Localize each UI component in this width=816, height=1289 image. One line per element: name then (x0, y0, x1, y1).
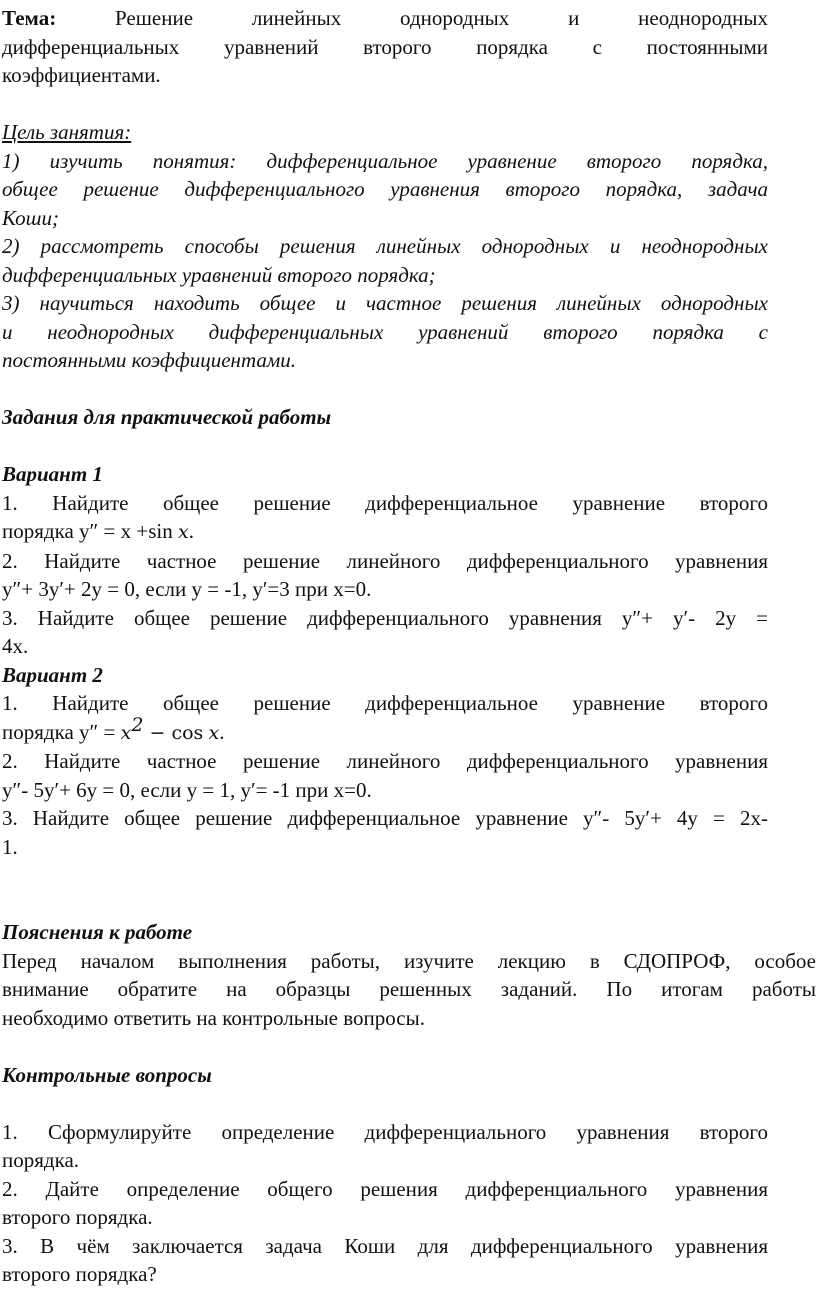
question-3-line2: второго порядка? (2, 1262, 157, 1286)
question-1-line1: 1. Сформулируйте определение дифференциального уравнения второго (2, 1119, 768, 1144)
variant-1-task-1-line1: 1. Найдите общее решение дифференциальное уравнение второго (2, 490, 768, 515)
tasks-heading: Задания для практической работы (2, 405, 332, 429)
goal-item-1-line2: общее решение дифференциального уравнения второго порядка, задача (2, 177, 768, 201)
explanation-line2: внимание обратите на образцы решенных заданий. По итогам работы (2, 977, 816, 1001)
goal-section (2, 118, 768, 375)
questions-section (2, 1061, 768, 1289)
explanation-line3: необходимо ответить на контрольные вопросы. (2, 1005, 425, 1030)
variant-2-task-3-line1: 3. Найдите общее решение дифференциальное уравнение y″- 5y′+ 4y = 2x- (2, 806, 768, 830)
variant-2-task-1-text: порядка y″ = (2, 719, 116, 744)
variant-2-task-1-line2 (2, 713, 768, 748)
explanation-heading: Пояснения к работе (2, 920, 193, 944)
goal-item-3-line1: 3) научиться находить общее и частное решения линейных однородных (2, 291, 768, 315)
goal-item-3-line2: и неоднородных дифференциальных уравнений второго порядка с (2, 319, 768, 344)
document-page (2, 4, 816, 1289)
variant-2-task-2-line1: 2. Найдите частное решение линейного дифференциального уравнения (2, 749, 768, 773)
variant-1-task-1-math: x (177, 521, 189, 543)
goal-item-1-line1: 1) изучить понятия: дифференциальное уравнение второго порядка, (2, 148, 768, 173)
goal-item-2-line1: 2) рассмотреть способы решения линейных однородных и неоднородных (2, 234, 768, 258)
variant-2-task-1-end: . (219, 719, 225, 744)
topic-text-line3: коэффициентами. (2, 63, 161, 87)
variant-2-task-1-math-exp: 2 (131, 713, 144, 736)
variant-1-task-1-line2 (2, 517, 768, 547)
explanation-section (2, 918, 816, 1032)
variant-1-task-2-line2: y″+ 3y′+ 2y = 0, если y = -1, y′=3 при x=0. (2, 577, 372, 601)
goal-heading: Цель занятия: (2, 120, 132, 144)
variant-1-task-2-line1: 2. Найдите частное решение линейного дифференциального уравнения (2, 548, 768, 573)
question-3-line1: 3. В чём заключается задача Коши для дифференциального уравнения (2, 1233, 768, 1258)
variant-2-task-1-math-x: x (120, 721, 132, 744)
variant-2-task-2-line2: y″- 5y′+ 6y = 0, если y = 1, y′= -1 при x=0. (2, 777, 372, 802)
question-1-line2: порядка. (2, 1148, 80, 1172)
question-2-line2: второго порядка. (2, 1205, 153, 1229)
variant-2-section (2, 661, 768, 862)
variant-1-task-3-line2: 4x. (2, 634, 29, 658)
topic-label: Тема: (2, 6, 57, 30)
topic-section (2, 4, 768, 90)
variant-2-task-1-math-x2: x (208, 721, 220, 744)
topic-text-line1: Решение линейных однородных и неоднородных (115, 6, 768, 30)
variant-2-title: Вариант 2 (2, 662, 103, 687)
variant-1-task-1-end: . (188, 519, 194, 543)
variant-2-task-1-math-cos: − cos (143, 721, 204, 744)
variant-1-section (2, 460, 768, 661)
variant-1-task-3-line1: 3. Найдите общее решение дифференциального уравнения y″+ y′- 2y = (2, 605, 768, 630)
variant-1-task-1-text: порядка y″ = x +sin (2, 519, 173, 543)
variant-2-task-3-line2: 1. (2, 834, 18, 859)
questions-heading: Контрольные вопросы (2, 1062, 212, 1087)
goal-item-3-line3: постоянными коэффициентами. (2, 348, 297, 372)
variant-2-task-1-line1: 1. Найдите общее решение дифференциальное уравнение второго (2, 691, 768, 715)
explanation-line1: Перед началом выполнения работы, изучите лекцию в СДОПРОФ, особое (2, 948, 816, 973)
question-2-line1: 2. Дайте определение общего решения дифференциального уравнения (2, 1176, 768, 1201)
topic-text-line2: дифференциальных уравнений второго порядка с постоянными (2, 34, 768, 59)
goal-item-1-line3: Коши; (2, 205, 59, 230)
variant-1-title: Вариант 1 (2, 462, 103, 486)
goal-item-2-line2: дифференциальных уравнений второго порядка; (2, 262, 436, 287)
